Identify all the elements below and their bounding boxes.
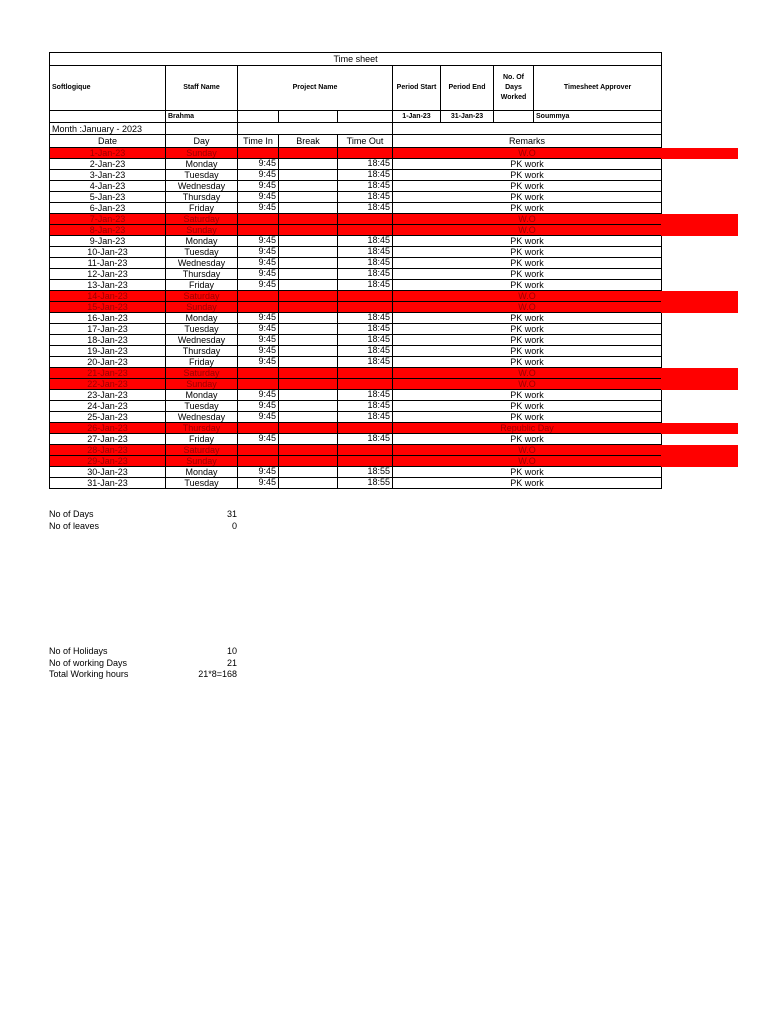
date-cell: 15-Jan-23 xyxy=(50,302,166,313)
table-row xyxy=(50,445,662,456)
working-hours-value: 21*8=168 xyxy=(198,669,237,679)
break-cell xyxy=(279,170,338,181)
leaves-count-value: 0 xyxy=(231,520,237,531)
date-column-header: Date xyxy=(50,135,166,148)
remarks-cell: Republic Day xyxy=(393,423,662,434)
remarks-cell: PK work xyxy=(393,401,662,412)
table-row xyxy=(50,192,662,203)
time-in-cell: 9:45 xyxy=(238,159,279,170)
date-cell: 31-Jan-23 xyxy=(50,478,166,489)
table-row xyxy=(50,379,662,390)
date-cell: 5-Jan-23 xyxy=(50,192,166,203)
holiday-band xyxy=(661,291,738,302)
day-cell: Saturday xyxy=(166,291,238,302)
remarks-cell: W.O xyxy=(393,225,662,236)
break-cell xyxy=(279,280,338,291)
remarks-cell: PK work xyxy=(393,203,662,214)
day-cell: Wednesday xyxy=(166,412,238,423)
day-cell: Sunday xyxy=(166,148,238,159)
remarks-cell: W.O xyxy=(393,368,662,379)
days-worked-value xyxy=(494,111,534,123)
time-out-cell xyxy=(338,225,393,236)
remarks-cell: W.O xyxy=(393,302,662,313)
remarks-cell: PK work xyxy=(393,467,662,478)
date-cell: 28-Jan-23 xyxy=(50,445,166,456)
time-in-cell: 9:45 xyxy=(238,181,279,192)
time-in-cell: 9:45 xyxy=(238,203,279,214)
remarks-cell: PK work xyxy=(393,280,662,291)
remarks-cell: PK work xyxy=(393,236,662,247)
break-cell xyxy=(279,148,338,159)
time-out-cell: 18:45 xyxy=(338,203,393,214)
time-out-cell xyxy=(338,456,393,467)
time-in-cell: 9:45 xyxy=(238,269,279,280)
time-in-cell xyxy=(238,291,279,302)
break-cell xyxy=(279,412,338,423)
table-row xyxy=(50,434,662,445)
date-cell: 8-Jan-23 xyxy=(50,225,166,236)
day-cell: Wednesday xyxy=(166,335,238,346)
remarks-cell: PK work xyxy=(393,412,662,423)
remarks-cell: PK work xyxy=(393,357,662,368)
date-cell: 16-Jan-23 xyxy=(50,313,166,324)
day-cell: Wednesday xyxy=(166,258,238,269)
day-cell: Thursday xyxy=(166,423,238,434)
table-row xyxy=(50,159,662,170)
break-cell xyxy=(279,313,338,324)
time-out-cell xyxy=(338,291,393,302)
time-out-cell: 18:55 xyxy=(338,467,393,478)
holiday-band xyxy=(661,445,738,456)
summary-row xyxy=(49,646,237,658)
table-row xyxy=(50,456,662,467)
time-out-cell xyxy=(338,368,393,379)
day-cell: Sunday xyxy=(166,302,238,313)
time-out-cell xyxy=(338,214,393,225)
time-out-cell xyxy=(338,148,393,159)
day-cell: Sunday xyxy=(166,456,238,467)
day-cell: Friday xyxy=(166,434,238,445)
holidays-count-value: 10 xyxy=(226,646,237,656)
time-out-cell: 18:45 xyxy=(338,170,393,181)
date-cell: 13-Jan-23 xyxy=(50,280,166,291)
date-cell: 30-Jan-23 xyxy=(50,467,166,478)
table-row xyxy=(50,368,662,379)
table-row xyxy=(50,170,662,181)
table-row xyxy=(50,357,662,368)
break-cell xyxy=(279,434,338,445)
approver-value: Soummya xyxy=(534,111,662,123)
time-in-cell: 9:45 xyxy=(238,467,279,478)
time-in-cell: 9:45 xyxy=(238,280,279,291)
time-in-cell xyxy=(238,456,279,467)
day-cell: Sunday xyxy=(166,379,238,390)
timesheet-rows xyxy=(50,148,662,489)
leaves-count-label: No of leaves xyxy=(49,520,100,531)
remarks-cell: PK work xyxy=(393,258,662,269)
break-cell xyxy=(279,346,338,357)
day-cell: Friday xyxy=(166,203,238,214)
break-column-header: Break xyxy=(279,135,338,148)
remarks-cell: PK work xyxy=(393,390,662,401)
time-out-cell: 18:45 xyxy=(338,280,393,291)
remarks-cell: PK work xyxy=(393,247,662,258)
table-row xyxy=(50,412,662,423)
break-cell xyxy=(279,302,338,313)
break-cell xyxy=(279,236,338,247)
time-in-cell xyxy=(238,225,279,236)
day-cell: Sunday xyxy=(166,225,238,236)
time-out-cell xyxy=(338,379,393,390)
date-cell: 21-Jan-23 xyxy=(50,368,166,379)
table-row xyxy=(50,214,662,225)
table-row xyxy=(50,258,662,269)
date-cell: 29-Jan-23 xyxy=(50,456,166,467)
remarks-cell: W.O xyxy=(393,214,662,225)
day-cell: Monday xyxy=(166,313,238,324)
time-out-cell: 18:45 xyxy=(338,258,393,269)
table-row xyxy=(50,467,662,478)
time-out-cell: 18:45 xyxy=(338,346,393,357)
table-row xyxy=(50,346,662,357)
period-end-header: Period End xyxy=(441,66,494,111)
holiday-band xyxy=(661,214,738,225)
table-row xyxy=(50,225,662,236)
date-cell: 20-Jan-23 xyxy=(50,357,166,368)
working-hours-label: Total Working hours xyxy=(49,669,129,679)
time-in-cell: 9:45 xyxy=(238,357,279,368)
break-cell xyxy=(279,368,338,379)
time-in-cell xyxy=(238,214,279,225)
time-in-cell: 9:45 xyxy=(238,170,279,181)
remarks-cell: W.O xyxy=(393,148,662,159)
break-cell xyxy=(279,401,338,412)
table-row xyxy=(50,401,662,412)
time-in-cell: 9:45 xyxy=(238,390,279,401)
days-count-label: No of Days xyxy=(49,509,94,519)
day-cell: Tuesday xyxy=(166,170,238,181)
time-out-cell: 18:45 xyxy=(338,357,393,368)
break-cell xyxy=(279,225,338,236)
date-cell: 22-Jan-23 xyxy=(50,379,166,390)
table-row xyxy=(50,335,662,346)
time-out-cell: 18:45 xyxy=(338,236,393,247)
time-in-cell xyxy=(238,148,279,159)
break-cell xyxy=(279,181,338,192)
summary-row xyxy=(49,509,237,521)
approver-header: Timesheet Approver xyxy=(534,66,662,111)
time-in-cell xyxy=(238,423,279,434)
time-out-cell: 18:55 xyxy=(338,478,393,489)
table-row xyxy=(50,302,662,313)
table-row xyxy=(50,269,662,280)
project-cell xyxy=(279,111,338,123)
project-name-header: Project Name xyxy=(238,66,393,111)
holidays-count-label: No of Holidays xyxy=(49,646,108,656)
break-cell xyxy=(279,258,338,269)
remarks-cell: PK work xyxy=(393,346,662,357)
time-in-cell: 9:45 xyxy=(238,335,279,346)
date-cell: 6-Jan-23 xyxy=(50,203,166,214)
remarks-cell: PK work xyxy=(393,192,662,203)
day-cell: Thursday xyxy=(166,346,238,357)
time-out-cell: 18:45 xyxy=(338,335,393,346)
holiday-band xyxy=(661,148,738,159)
time-in-cell: 9:45 xyxy=(238,258,279,269)
time-in-cell xyxy=(238,379,279,390)
days-count-value: 31 xyxy=(226,509,237,519)
date-cell: 12-Jan-23 xyxy=(50,269,166,280)
time-out-cell: 18:45 xyxy=(338,412,393,423)
table-row xyxy=(50,478,662,489)
holiday-band xyxy=(661,379,738,390)
break-cell xyxy=(279,467,338,478)
date-cell: 1-Jan-23 xyxy=(50,148,166,159)
time-out-column-header: Time Out xyxy=(338,135,393,148)
day-cell: Tuesday xyxy=(166,478,238,489)
date-cell: 7-Jan-23 xyxy=(50,214,166,225)
holiday-band xyxy=(661,225,738,236)
break-cell xyxy=(279,357,338,368)
time-in-cell: 9:45 xyxy=(238,346,279,357)
table-row xyxy=(50,181,662,192)
date-cell: 27-Jan-23 xyxy=(50,434,166,445)
break-cell xyxy=(279,214,338,225)
table-row xyxy=(50,324,662,335)
time-out-cell: 18:45 xyxy=(338,192,393,203)
working-days-label: No of working Days xyxy=(49,657,128,668)
time-out-cell: 18:45 xyxy=(338,181,393,192)
time-in-cell xyxy=(238,368,279,379)
summary-row xyxy=(49,521,237,533)
holiday-band xyxy=(661,423,738,434)
time-out-cell: 18:45 xyxy=(338,247,393,258)
remarks-cell: PK work xyxy=(393,478,662,489)
table-row xyxy=(50,423,662,434)
date-cell: 23-Jan-23 xyxy=(50,390,166,401)
day-cell: Monday xyxy=(166,236,238,247)
date-cell: 4-Jan-23 xyxy=(50,181,166,192)
table-row xyxy=(50,280,662,291)
month-blank xyxy=(238,123,393,135)
day-cell: Wednesday xyxy=(166,181,238,192)
break-cell xyxy=(279,192,338,203)
day-cell: Thursday xyxy=(166,192,238,203)
holiday-band xyxy=(661,302,738,313)
summary-row xyxy=(49,658,237,670)
break-cell xyxy=(279,456,338,467)
date-cell: 18-Jan-23 xyxy=(50,335,166,346)
date-cell: 19-Jan-23 xyxy=(50,346,166,357)
table-row xyxy=(50,291,662,302)
remarks-cell: W.O xyxy=(393,379,662,390)
date-cell: 14-Jan-23 xyxy=(50,291,166,302)
break-cell xyxy=(279,478,338,489)
days-worked-header: No. Of Days Worked xyxy=(494,66,534,111)
time-out-cell: 18:45 xyxy=(338,401,393,412)
time-out-cell: 18:45 xyxy=(338,390,393,401)
period-end-value: 31-Jan-23 xyxy=(441,111,494,123)
project-cell xyxy=(338,111,393,123)
table-row xyxy=(50,148,662,159)
time-out-cell: 18:45 xyxy=(338,324,393,335)
remarks-column-header: Remarks xyxy=(393,135,662,148)
staff-name-header: Staff Name xyxy=(166,66,238,111)
staff-name-value: Brahma xyxy=(166,111,238,123)
date-cell: 26-Jan-23 xyxy=(50,423,166,434)
working-days-value: 21 xyxy=(226,657,237,668)
day-cell: Thursday xyxy=(166,269,238,280)
time-out-cell xyxy=(338,302,393,313)
day-cell: Friday xyxy=(166,280,238,291)
remarks-cell: PK work xyxy=(393,335,662,346)
table-row xyxy=(50,203,662,214)
company-name: Softlogique xyxy=(50,66,166,111)
time-in-cell: 9:45 xyxy=(238,313,279,324)
time-in-cell: 9:45 xyxy=(238,434,279,445)
remarks-cell: PK work xyxy=(393,159,662,170)
day-cell: Tuesday xyxy=(166,247,238,258)
date-cell: 9-Jan-23 xyxy=(50,236,166,247)
break-cell xyxy=(279,445,338,456)
remarks-cell: PK work xyxy=(393,313,662,324)
period-start-header: Period Start xyxy=(393,66,441,111)
break-cell xyxy=(279,335,338,346)
month-blank xyxy=(166,123,238,135)
remarks-cell: PK work xyxy=(393,181,662,192)
date-cell: 3-Jan-23 xyxy=(50,170,166,181)
time-in-cell: 9:45 xyxy=(238,192,279,203)
time-in-cell: 9:45 xyxy=(238,236,279,247)
holiday-band xyxy=(661,368,738,379)
day-cell: Saturday xyxy=(166,368,238,379)
day-cell: Friday xyxy=(166,357,238,368)
period-start-value: 1-Jan-23 xyxy=(393,111,441,123)
time-in-cell xyxy=(238,302,279,313)
time-in-cell: 9:45 xyxy=(238,324,279,335)
sheet-title: Time sheet xyxy=(50,53,662,66)
time-out-cell xyxy=(338,445,393,456)
day-cell: Tuesday xyxy=(166,324,238,335)
day-cell: Monday xyxy=(166,467,238,478)
remarks-cell: PK work xyxy=(393,324,662,335)
info-blank xyxy=(50,111,166,123)
time-in-column-header: Time In xyxy=(238,135,279,148)
remarks-cell: PK work xyxy=(393,269,662,280)
summary-row xyxy=(49,669,237,681)
day-column-header: Day xyxy=(166,135,238,148)
month-label: Month :January - 2023 xyxy=(50,123,166,135)
table-row xyxy=(50,236,662,247)
break-cell xyxy=(279,379,338,390)
day-cell: Tuesday xyxy=(166,401,238,412)
day-cell: Saturday xyxy=(166,214,238,225)
date-cell: 25-Jan-23 xyxy=(50,412,166,423)
timesheet-table xyxy=(49,52,662,489)
break-cell xyxy=(279,159,338,170)
month-blank xyxy=(393,123,662,135)
day-cell: Monday xyxy=(166,159,238,170)
break-cell xyxy=(279,291,338,302)
time-in-cell: 9:45 xyxy=(238,478,279,489)
time-in-cell: 9:45 xyxy=(238,412,279,423)
break-cell xyxy=(279,247,338,258)
date-cell: 17-Jan-23 xyxy=(50,324,166,335)
day-cell: Saturday xyxy=(166,445,238,456)
time-in-cell: 9:45 xyxy=(238,247,279,258)
break-cell xyxy=(279,324,338,335)
summary-top xyxy=(49,509,237,532)
date-cell: 10-Jan-23 xyxy=(50,247,166,258)
time-out-cell: 18:45 xyxy=(338,159,393,170)
date-cell: 11-Jan-23 xyxy=(50,258,166,269)
project-cell xyxy=(238,111,279,123)
table-row xyxy=(50,390,662,401)
remarks-cell: W.O xyxy=(393,445,662,456)
time-in-cell: 9:45 xyxy=(238,401,279,412)
time-in-cell xyxy=(238,445,279,456)
table-row xyxy=(50,313,662,324)
break-cell xyxy=(279,390,338,401)
date-cell: 2-Jan-23 xyxy=(50,159,166,170)
break-cell xyxy=(279,423,338,434)
remarks-cell: W.O xyxy=(393,291,662,302)
time-out-cell: 18:45 xyxy=(338,434,393,445)
remarks-cell: PK work xyxy=(393,434,662,445)
remarks-cell: W.O xyxy=(393,456,662,467)
day-cell: Monday xyxy=(166,390,238,401)
break-cell xyxy=(279,203,338,214)
date-cell: 24-Jan-23 xyxy=(50,401,166,412)
table-row xyxy=(50,247,662,258)
remarks-cell: PK work xyxy=(393,170,662,181)
break-cell xyxy=(279,269,338,280)
time-out-cell: 18:45 xyxy=(338,269,393,280)
time-out-cell xyxy=(338,423,393,434)
summary-bottom xyxy=(49,646,237,681)
holiday-band xyxy=(661,456,738,467)
time-out-cell: 18:45 xyxy=(338,313,393,324)
